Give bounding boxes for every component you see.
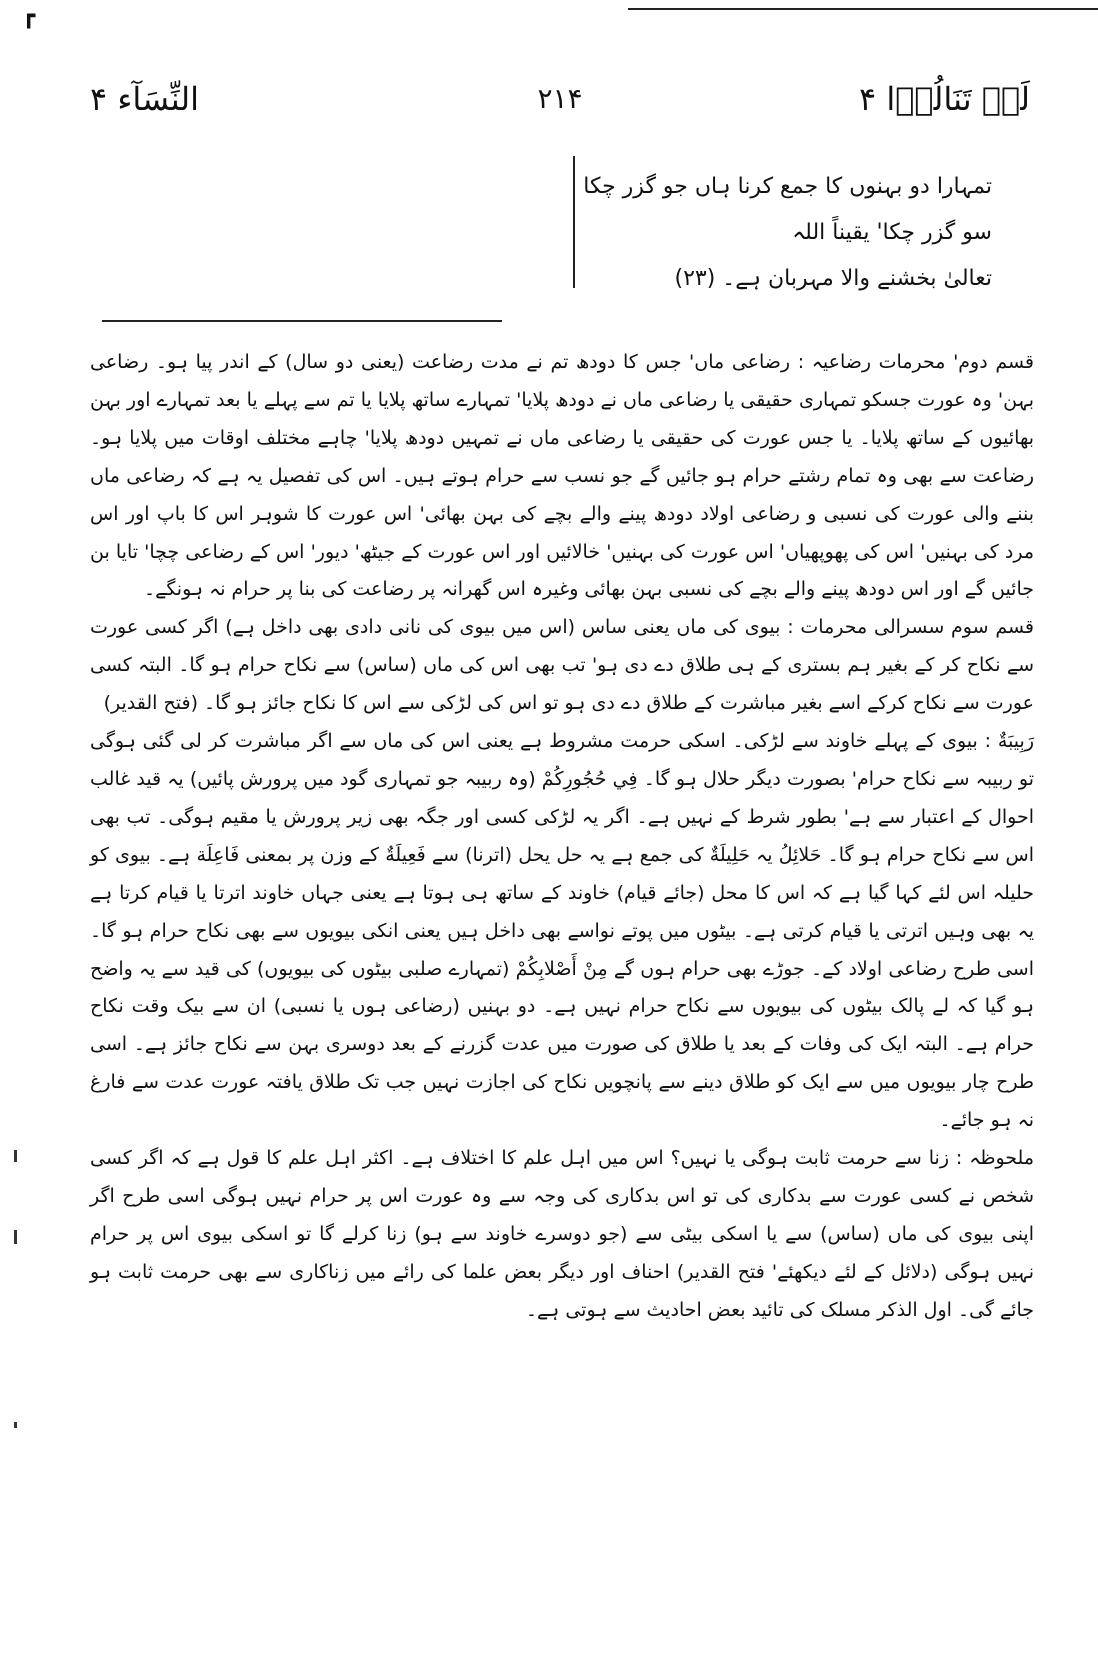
commentary-paragraph: قسم دوم' محرمات رضاعیہ : رضاعی ماں' جس کا دودھ تم نے مدت رضاعت (یعنی دو سال) کے اندر پیا ہو۔ رضاعی بہن' وہ عورت جسکو تمہاری حقیقی یا رضاعی ماں نے دودھ پلایا' تمہارے ساتھ پلایا یا تم سے پہلے یا بعد تمہارے اور بہن بھائیوں کے ساتھ پلایا۔ یا جس عورت کی حقیقی یا رضاعی ماں نے تمہیں دودھ پلایا' چاہے مختلف اوقات میں پلایا ہو۔ رضاعت سے بھی وہ تمام رشتے حرام ہو جائیں گے جو نسب سے حرام ہوتے ہیں۔ اس کی تفصیل یہ ہے کہ رضاعی ماں بننے والی عورت کی نسبی و رضاعی اولاد دودھ پینے والے بچے کی بہن بھائی' اس عورت کا شوہر اس کا باپ اور اس مرد کی بہنیں' اس کی پھوپھیاں' اس عورت کی بہنیں' خالائیں اور اس عورت کے جیٹھ' دیور' اس کے رضاعی چچا' تایا بن جائیں گے اور اس دودھ پینے والے بچے کی نسبی بہن بھائی وغیرہ اس گھرانہ پر رضاعت کی بنا پر حرام نہ ہونگے۔ [90, 351, 1034, 601]
commentary-paragraph: رَبِيبَةٌ : بیوی کے پہلے خاوند سے لڑکی۔ اسکی حرمت مشروط ہے یعنی اس کی ماں سے اگر مباشرت کر لی گئی ہوگی تو ربیبہ سے نکاح حرام' بصورت دیگر حلال ہو گا۔ فِي حُجُورِكُمْ (وہ ربیبہ جو تمہاری گود میں پرورش پائیں) یہ قید غالب احوال کے اعتبار سے ہے' بطور شرط کے نہیں ہے۔ اگر یہ لڑکی کسی اور جگہ بھی زیر پرورش یا مقیم ہوگی۔ تب بھی اس سے نکاح حرام ہو گا۔ حَلائِلُ یہ حَلِيلَةٌ کی جمع ہے یہ حل یحل (اترنا) سے فَعِيلَةٌ کے وزن پر بمعنی فَاعِلَة ہے۔ بیوی کو حلیلہ اس لئے کہا گیا ہے کہ اس کا محل (جائے قیام) خاوند کے ساتھ ہی ہوتا ہے یعنی جہاں خاوند اترتا یا قیام کرتا ہے یہ بھی وہیں اترتی یا قیام کرتی ہے۔ بیٹوں میں پوتے نواسے بھی داخل ہیں یعنی انکی بیویوں سے بھی نکاح حرام ہو گا۔ اسی طرح رضاعی اولاد کے۔ جوڑے بھی حرام ہوں گے مِنْ أَصْلابِكُمْ (تمہارے صلبی بیٹوں کی بیویوں) کی قید سے یہ واضح ہو گیا کہ لے پالک بیٹوں کی بیویوں سے نکاح حرام نہیں ہے۔ دو بہنیں (رضاعی ہوں یا نسبی) ان سے بیک وقت نکاح حرام ہے۔ البتہ ایک کی وفات کے بعد یا طلاق کی صورت میں عدت گزرنے کے بعد دوسری بہن سے نکاح جائز ہے۔ اسی طرح چار بیویوں میں سے ایک کو طلاق دینے سے پانچویں نکاح کی اجازت نہیں جب تک طلاق یافتہ عورت عدت سے فارغ نہ ہو جائے۔ [90, 730, 1034, 1132]
translation-line: تعالیٰ بخشنے والا مہربان ہے۔ (۲۳) [674, 266, 992, 291]
translation-line: تمہارا دو بہنوں کا جمع کرنا ہاں جو گزر چکا سو گزر چکا' یقیناً اللہ [583, 174, 992, 245]
footnote-separator [102, 320, 502, 322]
surah-name: النِّسَآء ۴ [90, 80, 199, 118]
corner-registration-mark: ┏ [22, 4, 36, 29]
top-rule [628, 8, 1098, 10]
margin-mark [14, 1422, 17, 1428]
page-header [90, 80, 1030, 130]
commentary-paragraph: قسم سوم سسرالی محرمات : بیوی کی ماں یعنی ساس (اس میں بیوی کی نانی دادی بھی داخل ہے) اگر کسی عورت سے نکاح کر کے بغیر ہم بستری کے ہی طلاق دے دی ہو' تب بھی اس کی ماں (ساس) سے نکاح حرام ہو گا۔ البتہ کسی عورت سے نکاح کرکے اسے بغیر مباشرت کے طلاق دے دی ہو تو اس کی لڑکی سے اس کا نکاح جائز ہو گا۔ (فتح القدیر) [90, 616, 1034, 715]
page-number: ۲۱۴ [537, 82, 583, 115]
commentary-paragraph: ملحوظہ : زنا سے حرمت ثابت ہوگی یا نہیں؟ اس میں اہل علم کا اختلاف ہے۔ اکثر اہل علم کا قول ہے کہ اگر کسی شخص نے کسی عورت سے بدکاری کی تو اس بدکاری کی وجہ سے وہ عورت اس پر حرام نہیں ہوگی اسی طرح اگر اپنی بیوی کی ماں (ساس) سے یا اسکی بیٹی سے (جو دوسرے خاوند سے ہو) زنا کرلے گا تو اسکی بیوی اس پر حرام نہیں ہوگی (دلائل کے لئے دیکھئے' فتح القدیر) احناف اور دیگر بعض علما کی رائے میں زناکاری سے بھی حرمت ثابت ہو جائے گی۔ اول الذکر مسلک کی تائید بعض احادیث سے ہوتی ہے۔ [90, 1147, 1034, 1321]
margin-mark [14, 1150, 17, 1162]
margin-mark [14, 1230, 17, 1244]
verse-translation [560, 164, 1004, 302]
commentary-body [90, 344, 1034, 1330]
para-name: لَنۡ تَنَالُوۡا ۴ [858, 80, 1030, 118]
